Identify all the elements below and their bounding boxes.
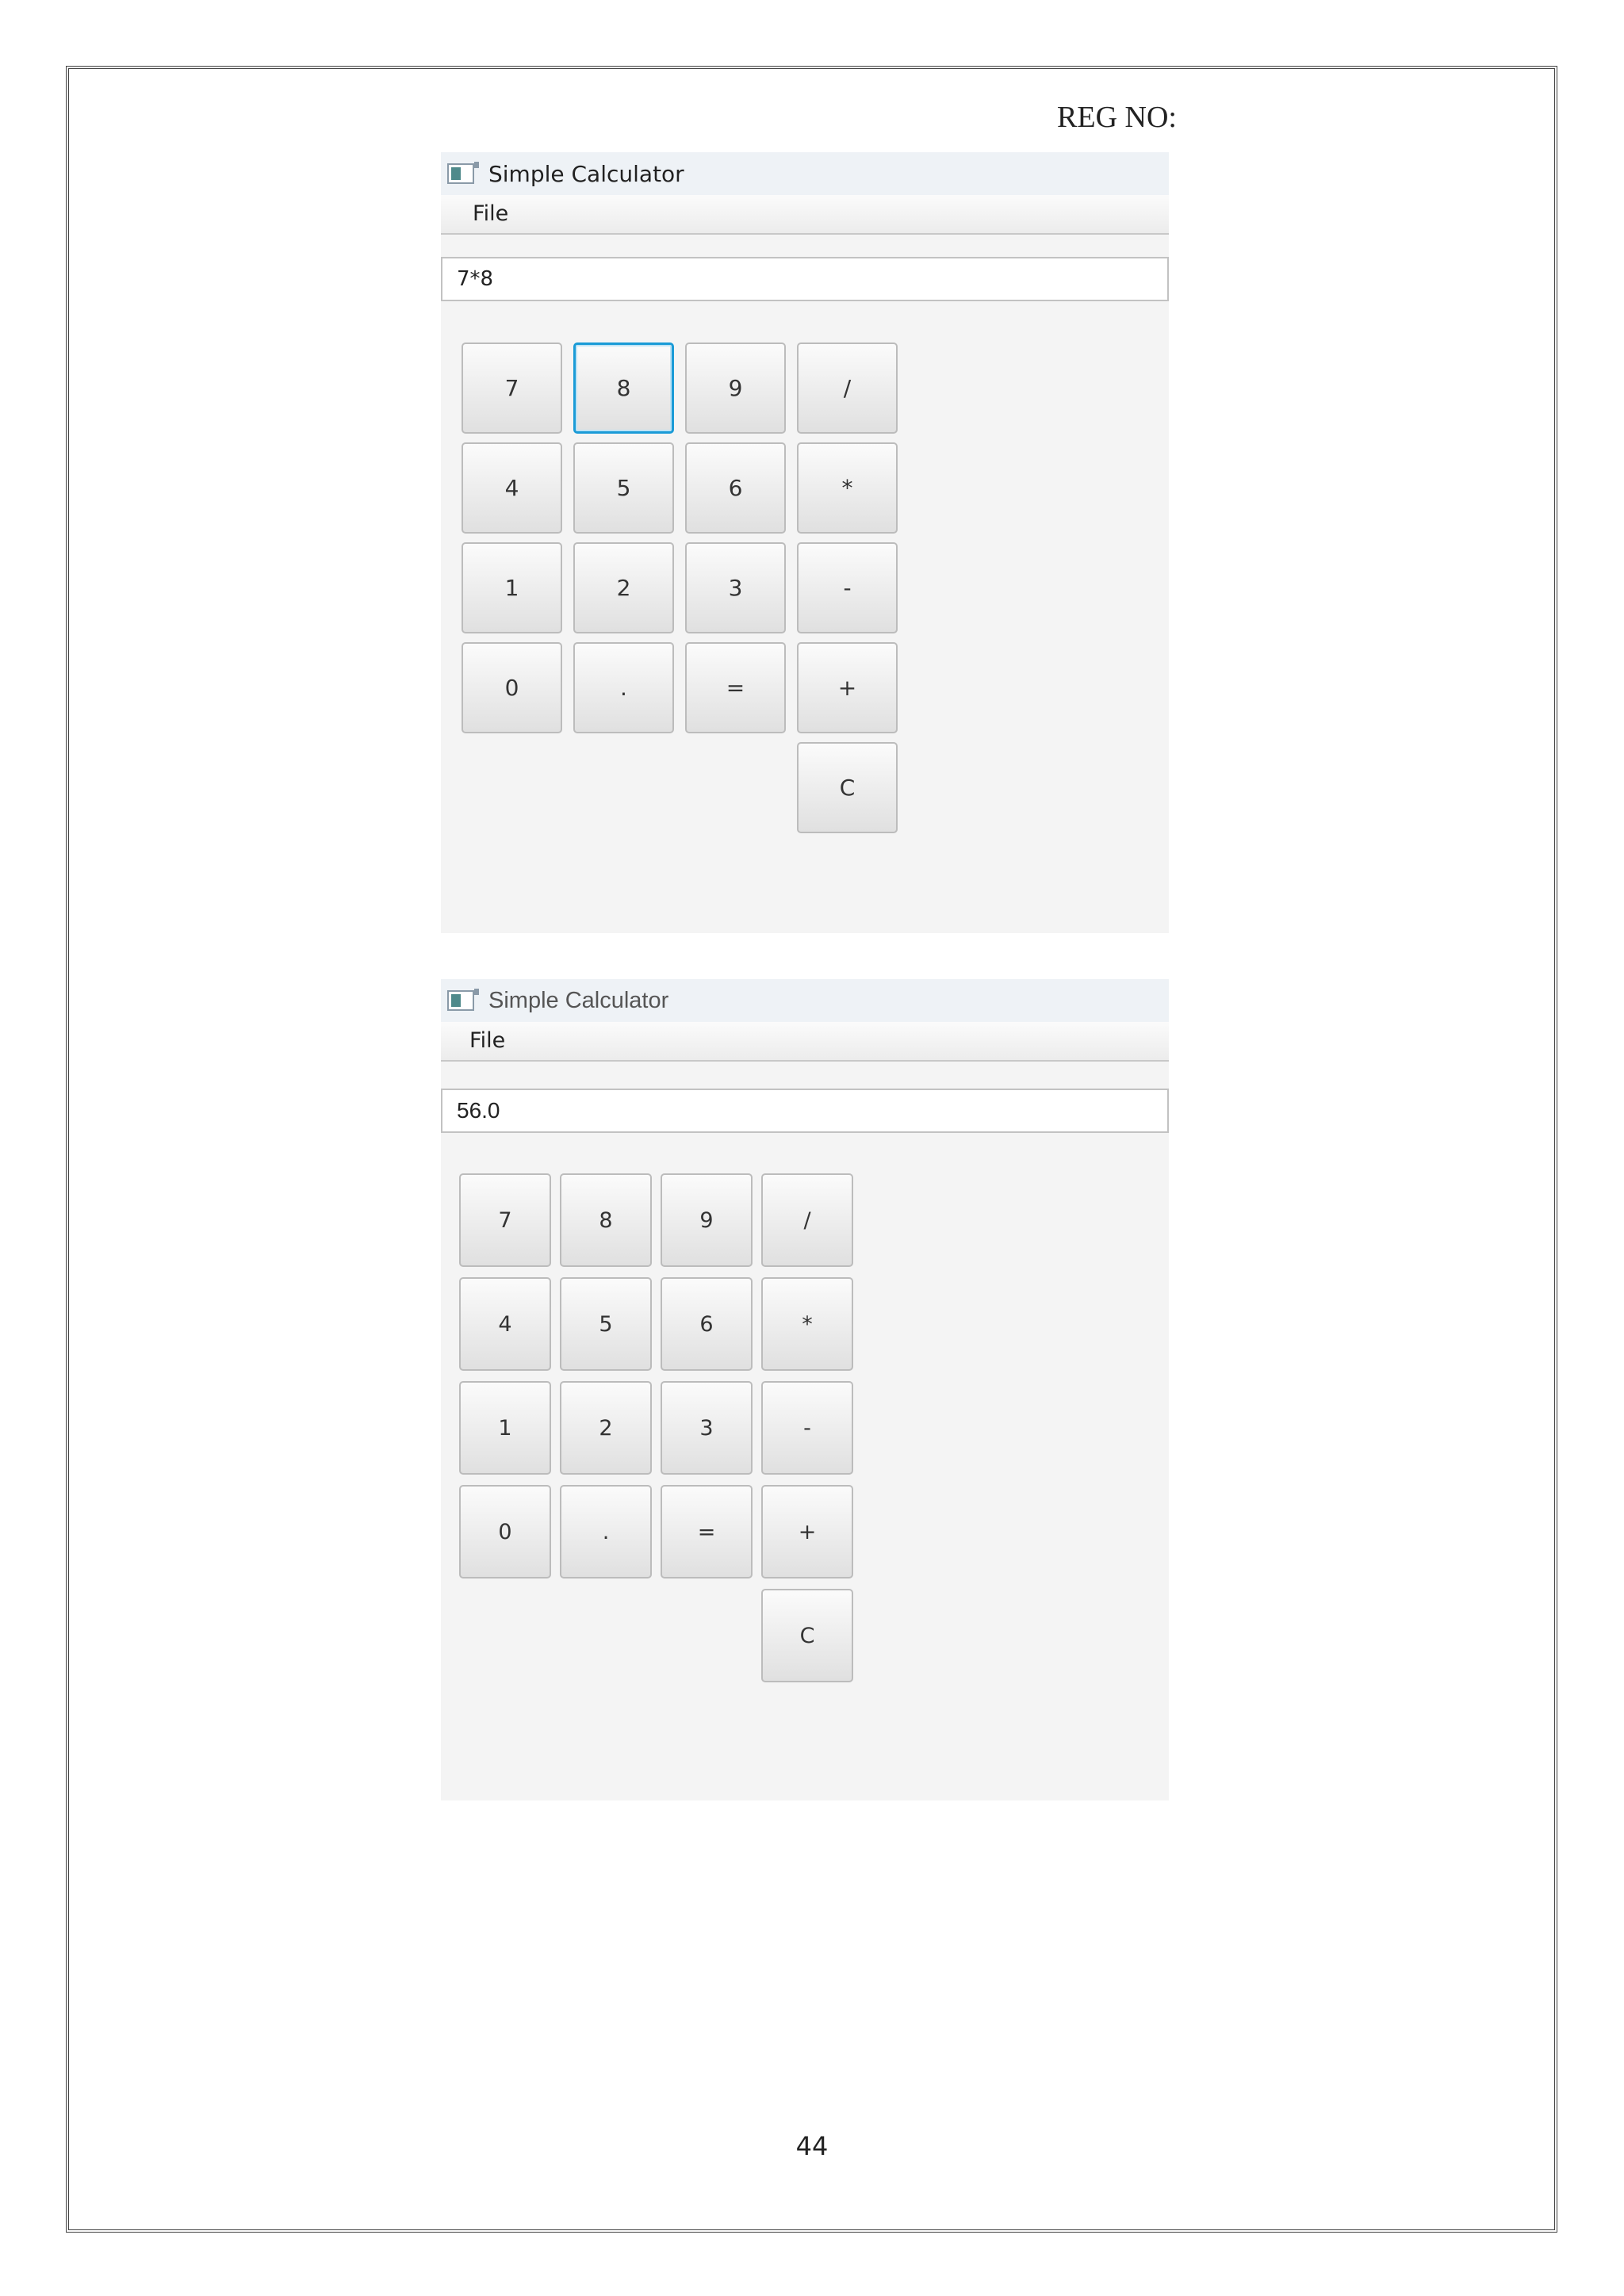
key-8[interactable]: 8 (560, 1173, 652, 1267)
title-bar (441, 152, 1169, 195)
key-multiply[interactable]: * (797, 442, 898, 534)
key-clear[interactable]: C (797, 742, 898, 833)
calculator-window-1 (441, 152, 1169, 933)
key-6[interactable]: 6 (685, 442, 786, 534)
app-window-icon (447, 990, 474, 1011)
key-7[interactable]: 7 (462, 342, 562, 434)
key-8[interactable]: 8 (573, 342, 674, 434)
key-1[interactable]: 1 (459, 1381, 551, 1475)
display-field[interactable]: 56.0 (441, 1089, 1169, 1133)
menu-file[interactable]: File (469, 1028, 506, 1053)
title-bar (441, 979, 1169, 1022)
key-4[interactable]: 4 (459, 1277, 551, 1371)
key-2[interactable]: 2 (573, 542, 674, 633)
key-equals[interactable]: = (685, 642, 786, 733)
key-subtract[interactable]: - (761, 1381, 853, 1475)
key-0[interactable]: 0 (462, 642, 562, 733)
display-field[interactable]: 7*8 (441, 257, 1169, 301)
key-9[interactable]: 9 (661, 1173, 753, 1267)
calculator-window-2 (441, 979, 1169, 1800)
key-3[interactable]: 3 (685, 542, 786, 633)
key-decimal[interactable]: . (573, 642, 674, 733)
key-decimal[interactable]: . (560, 1485, 652, 1578)
key-3[interactable]: 3 (661, 1381, 753, 1475)
key-7[interactable]: 7 (459, 1173, 551, 1267)
window-title: Simple Calculator (488, 987, 669, 1013)
key-equals[interactable]: = (661, 1485, 753, 1578)
page-number: 44 (795, 2131, 829, 2161)
key-5[interactable]: 5 (573, 442, 674, 534)
key-divide[interactable]: / (761, 1173, 853, 1267)
key-5[interactable]: 5 (560, 1277, 652, 1371)
key-0[interactable]: 0 (459, 1485, 551, 1578)
menu-bar (441, 195, 1169, 235)
menu-file[interactable]: File (473, 201, 509, 226)
key-1[interactable]: 1 (462, 542, 562, 633)
key-2[interactable]: 2 (560, 1381, 652, 1475)
key-add[interactable]: + (797, 642, 898, 733)
key-subtract[interactable]: - (797, 542, 898, 633)
app-window-icon (447, 163, 474, 184)
key-9[interactable]: 9 (685, 342, 786, 434)
key-4[interactable]: 4 (462, 442, 562, 534)
key-clear[interactable]: C (761, 1589, 853, 1682)
key-add[interactable]: + (761, 1485, 853, 1578)
key-divide[interactable]: / (797, 342, 898, 434)
menu-bar (441, 1022, 1169, 1062)
reg-no-label: REG NO: (1057, 101, 1177, 134)
key-multiply[interactable]: * (761, 1277, 853, 1371)
window-title: Simple Calculator (488, 160, 684, 187)
key-6[interactable]: 6 (661, 1277, 753, 1371)
